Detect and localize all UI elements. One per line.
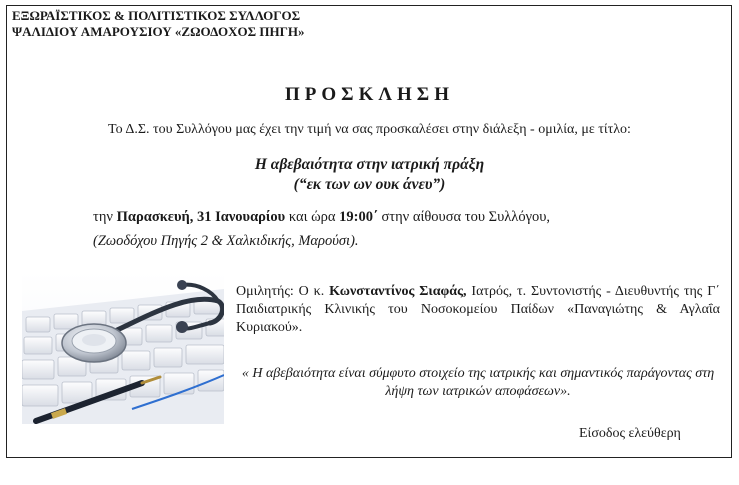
stethoscope-keyboard-image <box>22 271 224 424</box>
speaker-prefix: Ομιλητής: Ο κ. <box>236 284 330 299</box>
event-datetime <box>93 209 550 226</box>
invitation-intro: Το Δ.Σ. του Συλλόγου μας έχει την τιμή να σας προσκαλέσει στην διάλεξη - ομιλία, με τίτλο: <box>108 122 631 137</box>
event-day: Παρασκευή, 31 Ιανουαρίου <box>116 209 286 225</box>
admission-note: Είσοδος ελεύθερη <box>579 426 681 441</box>
speaker-name: Κωνσταντίνος Σιαφάς, <box>329 284 467 299</box>
lecture-quote: « Η αβεβαιότητα είναι σύμφυτο στοιχείο της ιατρικής και σημαντικός παράγοντας στη λήψη των ιατρικών αποφάσεων». <box>241 366 715 399</box>
event-time: 19:00΄ <box>339 209 378 225</box>
association-header <box>12 8 305 40</box>
page-title: ΠΡΟΣΚΛΗΣΗ <box>285 84 454 105</box>
lecture-title: Η αβεβαιότητα στην ιατρική πράξη <box>254 156 485 173</box>
lecture-title-block <box>0 155 739 195</box>
when-prefix: την <box>93 209 117 225</box>
when-mid: και ώρα <box>285 209 340 225</box>
speaker-description: Ιατρός, τ. Συντονιστής - Διευθυντής της Γ΄ Παιδιατρικής Κλινικής του Νοσοκομείου Παίδων «Παναγιώτης & Αγλαΐα Κυριακού». <box>236 284 720 335</box>
association-name-line2: ΨΑΛΙΔΙΟΥ ΑΜΑΡΟΥΣΙΟΥ «ΖΩΟΔΟΧΟΣ ΠΗΓΗ» <box>12 24 305 39</box>
stethoscope-icon <box>22 271 224 424</box>
lecture-subtitle: (“εκ των ων ουκ άνευ”) <box>293 176 446 193</box>
event-address: (Ζωοδόχου Πηγής 2 & Χαλκιδικής, Μαρούσι). <box>93 233 359 249</box>
association-name-line1: ΕΞΩΡΑΪΣΤΙΚΟΣ & ΠΟΛΙΤΙΣΤΙΚΟΣ ΣΥΛΛΟΓΟΣ <box>12 8 301 23</box>
speaker-info <box>236 283 720 337</box>
when-suffix: στην αίθουσα του Συλλόγου, <box>377 209 551 225</box>
